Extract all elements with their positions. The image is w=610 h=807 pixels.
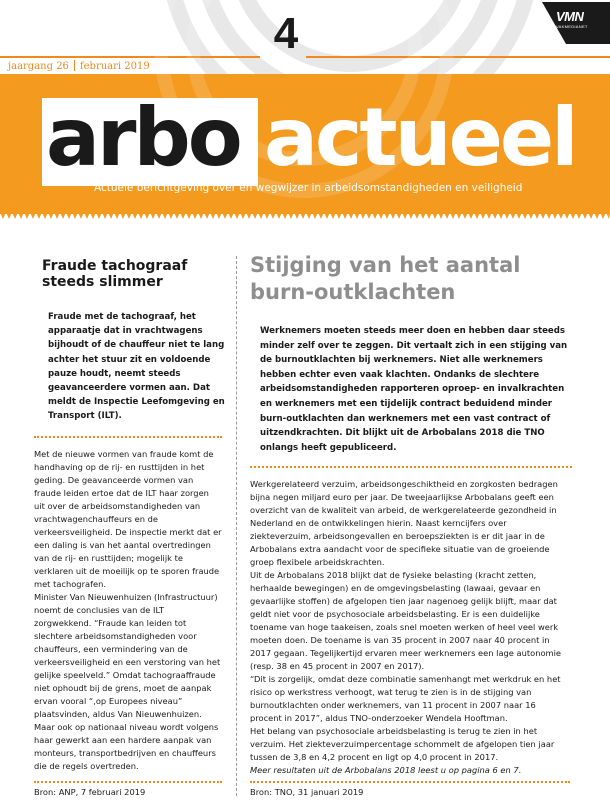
left-article-lead: Fraude met de tachograaf, het apparaatje dat in vrachtwagens bijhoudt of de chauffeur niet te lang achter het stuur zit en voldoende pauze houdt, neemt steeds geavanceerdere vormen aan. Dat meldt de Inspectie Leefomgeving en Transport (ILT). <box>48 312 225 422</box>
issue-meta <box>8 60 150 72</box>
right-article <box>250 252 572 777</box>
logo-text: VMN <box>556 9 584 24</box>
left-article-body <box>34 448 222 773</box>
right-closing-note: Meer resultaten uit de Arbobalans 2018 leest u op pagina 6 en 7. <box>250 765 522 776</box>
volume-label: jaargang 26 <box>8 61 69 72</box>
right-paragraph: “Dit is zorgelijk, omdat deze combinatie samenhangt met werkdruk en het risico op werkstress verhoogt, wat terug te zien is in de stijging van burnoutklachten onder werknemers, van 11 procent in 2007 naar 16 procent in 2017”, aldus TNO-onderzoeker Wendela Hooftman. <box>250 674 561 724</box>
right-lead-rule <box>250 466 572 468</box>
left-lead-rule <box>34 436 222 438</box>
right-paragraph: Werkgerelateerd verzuim, arbeidsongeschiktheid en zorgkosten bedragen bijna negen miljard euro per jaar. De tweejaarlijkse Arbobalans geeft een overzicht van de kwaliteit van arbeid, de werkgerelateerde gezondheid in Nederland en de ontwikkelingen hierin. Naast kerncijfers over ziekteverzuim, arbeidsongevallen en beroepsziekten is er dit jaar in de Arbobalans extra aandacht voor de specifieke situatie van de groeiende groep flexibele arbeidskrachten. <box>250 479 558 568</box>
right-article-lead: Werknemers moeten steeds meer doen en hebben daar steeds minder zelf over te zeggen. Dit vertaalt zich in een stijging van de burnoutklachten bij werknemers. Niet alle werknemers hebben echter even vaak klachten. Ondanks de slechtere arbeidsomstandigheden rapporteren oproep- en invalkrachten en werknemers met een tijdelijk contract beduidend minder burn-outklachten dan werknemers met een vast contract of uitzendkrachten. Dit blijkt uit de Arbobalans 2018 die TNO onlangs heeft gepubliceerd. <box>260 326 568 453</box>
left-article-source: Bron: ANP, 7 februari 2019 <box>34 787 146 797</box>
logo-subtext: VAKMEDIANET <box>556 24 588 29</box>
right-paragraph: Het belang van psychosociale arbeidsbelasting is terug te zien in het verzuim. Het ziekteverzuimpercentage schommelt de afgelopen tien jaar tussen de 3,8 en 4,2 procent en ligt op 4,0 procent in 2017. <box>250 726 555 763</box>
masthead-actueel: actueel <box>264 91 576 184</box>
right-paragraph: Uit de Arbobalans 2018 blijkt dat de fysieke belasting (kracht zetten, herhaalde bewegingen) en de omgevingsbelasting (lawaai, gevaar en gevaarlijke stoffen) de afgelopen tien jaar nagenoeg gelijk blijft, maar dat geldt niet voor de psychosociale arbeidsbelasting. Er is een duidelijke toename van hoge taakeisen, zoals snel moeten werken of heel veel werk moeten doen. De toename is van 35 procent in 2007 naar 40 procent in 2017 gegaan. Tegelijkertijd ervaren meer werknemers een lage autonomie (resp. 38 en 45 procent in 2007 en 2017). <box>250 570 562 672</box>
right-article-body <box>250 478 570 777</box>
date-label: februari 2019 <box>79 61 150 72</box>
left-paragraph: Met de nieuwe vormen van fraude komt de handhaving op de rij- en rusttijden in het geding. De geavanceerde vormen van fraude leiden ertoe dat de ILT haar zorgen uit over de arbeidsomstandigheden van vrachtwagenchauffeurs en de verkeersveiligheid. De inspectie merkt dat er een daling is van het aantal overtredingen van de rij- en rusttijden; mogelijk te verklaren uit de moeilijk op te sporen fraude met tachografen. <box>34 448 222 589</box>
issue-number: 4 <box>273 9 299 58</box>
left-paragraph: Minister Van Nieuwenhuizen (Infrastructuur) noemt de conclusies van de ILT zorgwekkend. “Fraude kan leiden tot slechtere arbeidsomstandigheden voor chauffeurs, een vermindering van de verkeersveiligheid en een verstoring van het gelijke speelveld.” Omdat tachograaffraude niet ophoudt bij de grens, moet de aanpak ervan vooral “,op Europees niveau” plaatsvinden, aldus Van Nieuwenhuizen. Maar ook op nationaal niveau wordt volgens haar gewerkt aan een hardere aanpak van monteurs, transportbedrijven en chauffeurs die de regels overtreden. <box>34 591 221 771</box>
right-article-source: Bron: TNO, 31 januari 2019 <box>250 787 364 797</box>
meta-separator <box>74 60 75 71</box>
left-article <box>34 258 225 773</box>
masthead-tagline: Actuele berichtgeving over en wegwijzer in arbeidsomstandigheden en veiligheid <box>94 182 523 194</box>
masthead-banner <box>0 74 610 214</box>
right-article-title: Stijging van het aantal burn-outklachten <box>250 253 521 304</box>
right-source-rule <box>250 781 570 783</box>
left-article-title: Fraude tachograaf steeds slimmer <box>42 258 188 290</box>
left-source-rule <box>34 781 222 783</box>
banner-zigzag-edge <box>0 212 610 220</box>
column-divider <box>236 256 237 796</box>
masthead-arbo: arbo <box>46 91 240 184</box>
